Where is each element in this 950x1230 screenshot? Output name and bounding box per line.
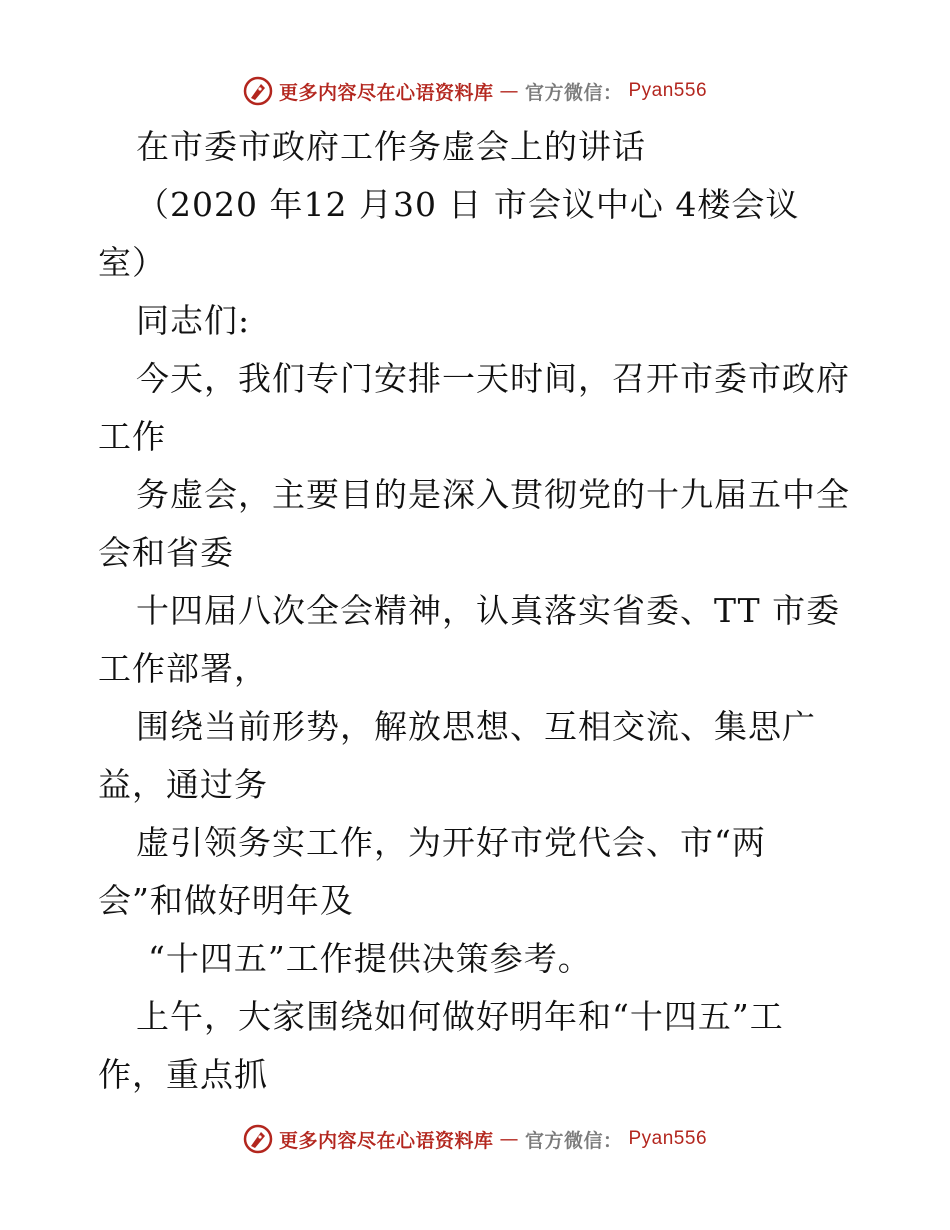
banner-brand-text: 更多内容尽在心语资料库: [278, 1129, 494, 1152]
banner-wechat-handle: Pyan556: [628, 1128, 708, 1149]
banner-official-label: 官方微信：: [524, 81, 623, 104]
pen-nib-logo-icon: [243, 1124, 273, 1154]
text-line: 室）: [98, 243, 166, 282]
text-line: 工作部署，: [98, 649, 268, 688]
banner-separator: —: [499, 1128, 519, 1150]
document-body: [98, 118, 858, 1104]
text-line: 十四届八次全会精神，认真落实省委、TT 市委: [136, 591, 841, 630]
text-line: 会”和做好明年及: [98, 881, 354, 920]
banner-wechat-handle: Pyan556: [628, 80, 708, 101]
text-line: 今天，我们专门安排一天时间，召开市委市政府: [136, 359, 850, 398]
text-line: 益，通过务: [98, 765, 268, 804]
banner-official-label: 官方微信：: [524, 1129, 623, 1152]
pen-nib-logo-icon: [243, 76, 273, 106]
text-line: 工作: [98, 417, 166, 456]
banner-separator: —: [499, 80, 519, 102]
footer-watermark-banner: [0, 1122, 950, 1156]
salutation: 同志们:: [136, 301, 251, 340]
banner-brand-text: 更多内容尽在心语资料库: [278, 81, 494, 104]
text-line: 虚引领务实工作，为开好市党代会、市“两: [136, 823, 766, 862]
text-line: 作，重点抓: [98, 1055, 268, 1094]
text-line: 会和省委: [98, 533, 234, 572]
header-watermark-banner: [0, 74, 950, 108]
text-line: “十四五”工作提供决策参考。: [148, 939, 592, 978]
text-line: 围绕当前形势，解放思想、互相交流、集思广: [136, 707, 816, 746]
document-date-location: （2020 年12 月30 日 市会议中心 4楼会议: [136, 185, 800, 224]
text-line: 务虚会，主要目的是深入贯彻党的十九届五中全: [136, 475, 850, 514]
text-line: 上午，大家围绕如何做好明年和“十四五”工: [136, 997, 784, 1036]
document-title: 在市委市政府工作务虚会上的讲话: [136, 127, 646, 166]
